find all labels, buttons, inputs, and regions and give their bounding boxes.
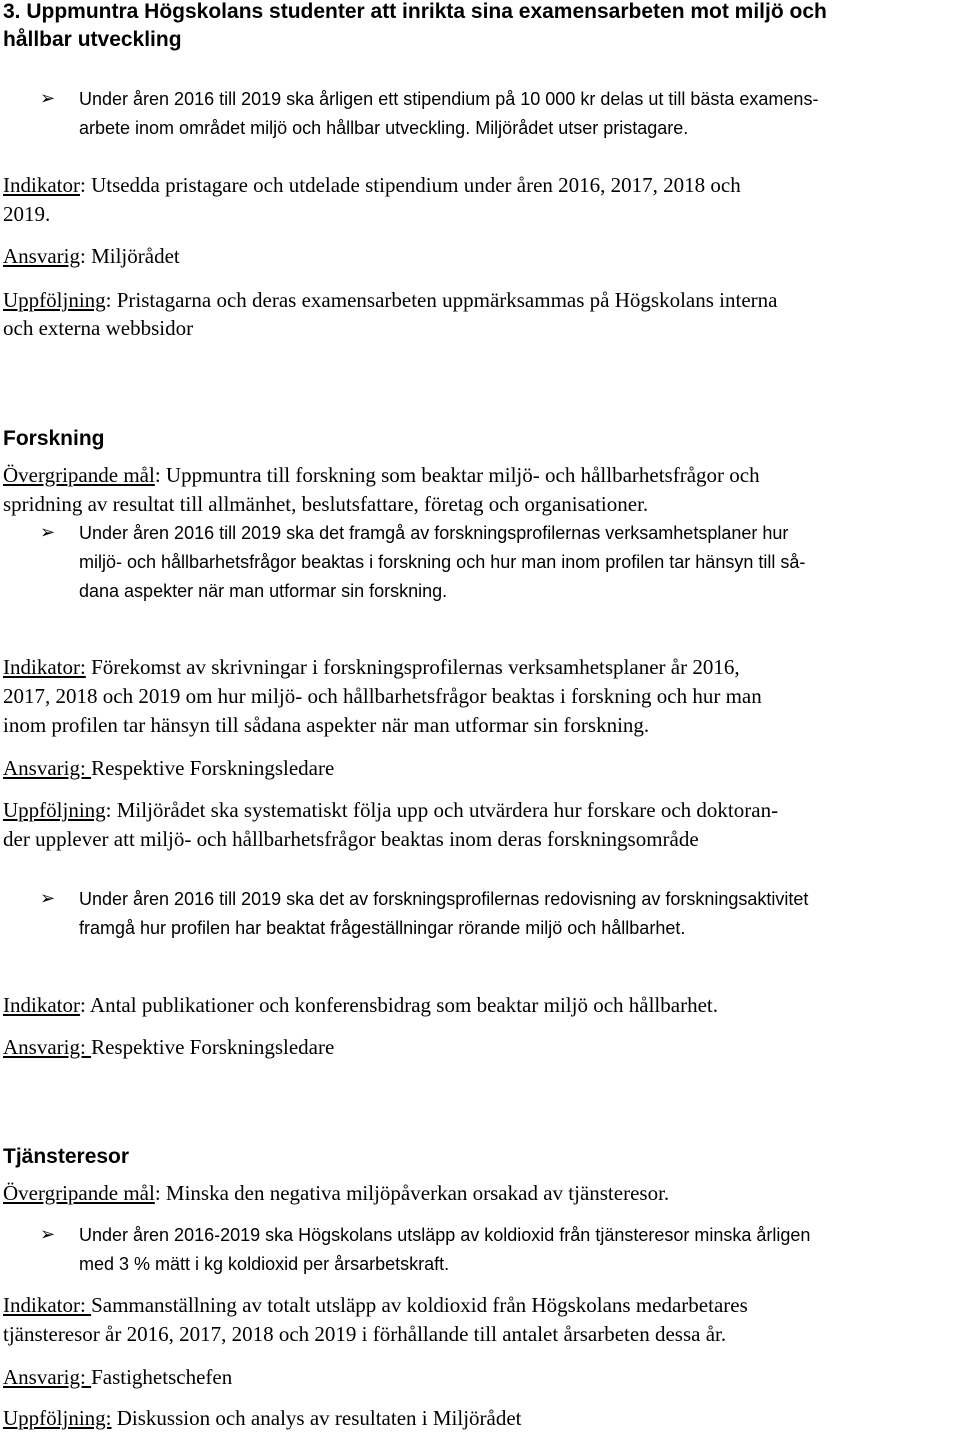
indikator-line <box>3 172 741 198</box>
bullet-text-continued: miljö- och hållbarhetsfrågor beaktas i forskning och hur man inom profilen tar hänsyn till så- <box>79 552 806 572</box>
ansvarig-label: Ansvarig <box>3 244 80 268</box>
bullet-text-continued: med 3 % mätt i kg koldioxid per årsarbetskraft. <box>79 1254 450 1274</box>
ansvarig-text: Respektive Forskningsledare <box>91 756 335 780</box>
ansvarig-label: Ansvarig: <box>3 1365 92 1389</box>
section-heading: 3. Uppmuntra Högskolans studenter att inrikta sina examensarbeten mot miljö och <box>3 0 827 23</box>
bullet-text: Under åren 2016-2019 ska Högskolans utsläpp av koldioxid från tjänsteresor minska årligen <box>79 1225 811 1245</box>
section-heading-continued: hållbar utveckling <box>3 28 182 51</box>
indikator-line <box>3 992 718 1018</box>
bullet-text: Under åren 2016 till 2019 ska årligen ett stipendium på 10 000 kr delas ut till bästa examens- <box>79 89 819 109</box>
tjansteresor-heading: Tjänsteresor <box>3 1145 130 1168</box>
indikator-text-continued: 2019. <box>3 202 51 226</box>
indikator-text-continued: inom profilen tar hänsyn till sådana aspekter när man utformar sin forskning. <box>3 713 650 737</box>
ansvarig-text: Fastighetschefen <box>91 1365 233 1389</box>
ansvarig-line <box>3 755 334 781</box>
tjansteresor-mal-line <box>3 1180 669 1206</box>
uppfoljning-label: Uppföljning <box>3 798 106 822</box>
indikator-label: Indikator <box>3 993 80 1017</box>
indikator-label: Indikator <box>3 173 80 197</box>
forskning-heading: Forskning <box>3 427 105 450</box>
indikator-text: Sammanställning av totalt utsläpp av koldioxid från Högskolans medarbetares <box>91 1293 748 1317</box>
mal-label: Övergripande mål <box>3 463 155 487</box>
ansvarig-label: Ansvarig: <box>3 756 92 780</box>
indikator-label: Indikator: <box>3 655 86 679</box>
arrowhead-bullet-icon: ➢ <box>40 522 56 543</box>
indikator-text: : Antal publikationer och konferensbidrag som beaktar miljö och hållbarhet. <box>79 993 718 1017</box>
ansvarig-text: Respektive Forskningsledare <box>91 1035 335 1059</box>
mal-label: Övergripande mål <box>3 1181 155 1205</box>
bullet-text-continued: dana aspekter när man utformar sin forskning. <box>79 581 448 601</box>
mal-text: : Minska den negativa miljöpåverkan orsakad av tjänsteresor. <box>154 1181 670 1205</box>
indikator-line <box>3 654 740 680</box>
uppfoljning-line <box>3 1405 522 1431</box>
ansvarig-line <box>3 1364 232 1390</box>
uppfoljning-text-continued: och externa webbsidor <box>3 316 194 340</box>
indikator-label: Indikator: <box>3 1293 92 1317</box>
indikator-text-continued: tjänsteresor år 2016, 2017, 2018 och 2019 i förhållande till antalet årsarbeten dessa år. <box>3 1322 727 1346</box>
ansvarig-text: : Miljörådet <box>80 244 180 268</box>
indikator-line <box>3 1292 748 1318</box>
indikator-text: Förekomst av skrivningar i forskningsprofilernas verksamhetsplaner år 2016, <box>85 655 740 679</box>
arrowhead-bullet-icon: ➢ <box>40 88 56 109</box>
mal-text-continued: spridning av resultat till allmänhet, beslutsfattare, företag och organisationer. <box>3 492 649 516</box>
bullet-text-continued: arbete inom området miljö och hållbar utveckling. Miljörådet utser pristagare. <box>79 118 689 138</box>
uppfoljning-text-continued: der upplever att miljö- och hållbarhetsfrågor beaktas inom deras forskningsområde <box>3 827 699 851</box>
ansvarig-label: Ansvarig: <box>3 1035 92 1059</box>
uppfoljning-label: Uppföljning: <box>3 1406 112 1430</box>
bullet-text: Under åren 2016 till 2019 ska det framgå av forskningsprofilernas verksamhetsplaner hur <box>79 523 789 543</box>
indikator-text: : Utsedda pristagare och utdelade stipendium under åren 2016, 2017, 2018 och <box>79 173 741 197</box>
uppfoljning-label: Uppföljning <box>3 288 106 312</box>
ansvarig-line <box>3 243 180 269</box>
uppfoljning-text: : Miljörådet ska systematiskt följa upp och utvärdera hur forskare och doktoran- <box>105 798 779 822</box>
bullet-text-continued: framgå hur profilen har beaktat frågeställningar rörande miljö och hållbarhet. <box>79 918 686 938</box>
ansvarig-line <box>3 1034 334 1060</box>
forskning-mal-line <box>3 462 760 488</box>
arrowhead-bullet-icon: ➢ <box>40 1224 56 1245</box>
mal-text: : Uppmuntra till forskning som beaktar miljö- och hållbarhetsfrågor och <box>154 463 760 487</box>
uppfoljning-text: : Pristagarna och deras examensarbeten uppmärksammas på Högskolans interna <box>105 288 778 312</box>
arrowhead-bullet-icon: ➢ <box>40 888 56 909</box>
bullet-text: Under åren 2016 till 2019 ska det av forskningsprofilernas redovisning av forskningsaktivitet <box>79 889 809 909</box>
uppfoljning-line <box>3 287 777 313</box>
indikator-text-continued: 2017, 2018 och 2019 om hur miljö- och hållbarhetsfrågor beaktas i forskning och hur man <box>3 684 762 708</box>
uppfoljning-line <box>3 797 778 823</box>
uppfoljning-text: Diskussion och analys av resultaten i Miljörådet <box>111 1406 522 1430</box>
